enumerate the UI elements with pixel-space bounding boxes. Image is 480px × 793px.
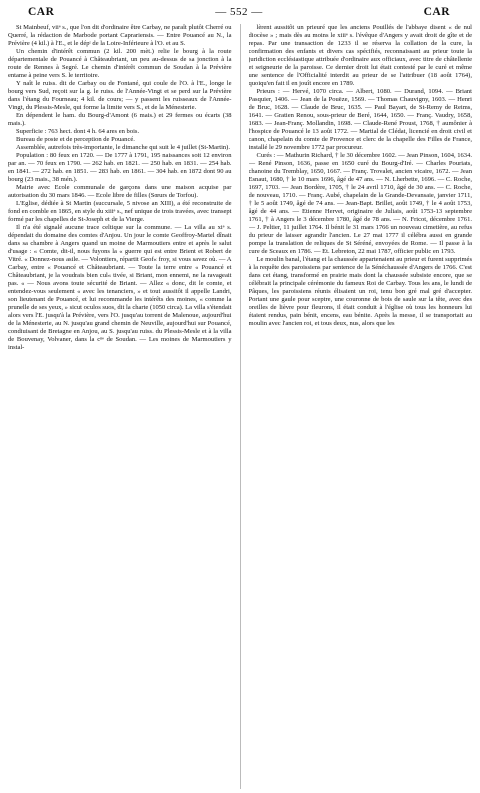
paragraph: Superficie : 763 hect. dont 4 h. 64 ares en bois. xyxy=(16,128,140,135)
paragraph: lèrent aussitôt un prieuré que les anciens Pouillés de l'abbaye disent « de nul diocèse » ; mais dès au moins le xiiiᵉ s. l'évêque d'Angers y avait droit de gîte et de repas. Par une transaction de 1233 il se réserva la collation de la cure, la confirmation des enfants et divers cas spécifiés, reconnaissant au prieur toute la juridiction ecclésiastique attribuée d'ordinaire aux officiaux, avec titre de châtellenie et seigneurie de la paroisse. Ce dernier droit lui était contesté par le curé et même une sentence de l'Officialité interdit au prieur de se l'attribuer (18 août 1764), quoiqu'en fait il en jouît encore en 1789. xyxy=(248,24,472,87)
left-column xyxy=(8,24,232,789)
header-right-word: CAR xyxy=(423,6,450,18)
paragraph: En dépendent le ham. du Bourg-d'Amont (6 mais.) et 29 fermes ou écarts (38 mais.). xyxy=(8,112,232,127)
paragraph: Prieurs : — Hervé, 1070 circa. — Albert, 1080. — Durand, 1094. — Briant Pasquier, 1406. — Jean de la Pouëze, 1569. — Thomas Chauvigny, 1603. — Henri de Bruc, 1628. — Claude de Bruc, 1635. — Paul Bayart, de St-Remy de Reims, 1641. — Gratien Renou, sous-prieur de Beré, 1644, 1650. — Franç. Vaudry, 1658, 1683. — Jean-Franç. Mollandin, 1698. — Claude-René Proust, 1768, † aumônier à l'hospice de Pouancé le 13 août 1772. — Martial de Clédat, licencié en droit civil et canon, chapelain du comte de Provence et clerc de la chapelle des Filles de France, installé le 29 novembre 1772 par procureur. xyxy=(248,88,472,151)
paragraph: Curés : — Mathurin Richard, † le 30 décembre 1602. — Jean Pinson, 1604, 1634. — René Pinson, 1636, passe en 1650 curé du Bourg-d'Iré. — Charles Pouriats, chanoine du Tremblay, 1650, 1667. — Franç. Trovalet, ancien vicaire, 1672. — Jean Esnaut, 1680, † le 10 mars 1696, âgé de 47 ans. — N. Lherbette, 1696. — C. Roche, 1697, 1703. — Jean Bordère, 1705, † le 24 avril 1710, âgé de 30 ans. — C. Roche, de nouveau, 1710. — Franç. Aubé, chapelain de la Grande-Devansaie, janvier 1711, † le 5 août 1749, âgé de 74 ans. — Jean-Bapt. Brillet, août 1749, † le 4 août 1753, âgé de 44 ans. — Etienne Hervet, originaire de Juliais, août 1753-13 septembre 1761, † à Angers le 3 décembre 1780, âgé de 78 ans. — N. Fricot, décembre 1761. — J. Peltier, 11 juillet 1764. Il bénit le 31 mars 1766 un nouveau cimetière, au refus du prieur de laisser agrandir l'ancien. Le 27 mai 1777 il célébra aussi en grande pompe la translation de reliques de St Séréné, envoyées de Rome. — Il passe à la cure de Sceaux en 1786. — Et. Lebreton, 22 mai 1787, officier public en 1793. xyxy=(248,152,472,255)
page-number: — 552 — xyxy=(215,6,263,18)
running-header xyxy=(8,6,472,22)
column-divider xyxy=(240,24,241,789)
paragraph: Assemblée, autrefois très-importante, le dimanche qui suit le 4 juillet (St-Martin). xyxy=(16,144,230,151)
two-column-body xyxy=(8,24,472,789)
paragraph: St Mainbeuf, viiᵉ s., que l'on dit d'ordinaire être Carbay, ne paraît plutôt Cherré ou Querré, la rédaction de Marbode portant Caprariensis. — Entre Pouancé au N., la Prévière (4 kil.) à l'E., et le dépᵗ de la Loire-Inférieure à l'O. et au S. xyxy=(8,24,232,47)
paragraph: Bureau de poste et de perception de Pouancé. xyxy=(16,136,135,143)
paragraph: Il n'a été signalé aucune trace celtique sur la commune. — La villa au xiᵉ s. dépendait du domaine des comtes d'Anjou. Un jour le comte Geoffroy-Martel dînait dans sa chambre à Angers quand un moine de Marmoutiers entre et après le salut d'usage : « Comte, dit-il, nous fuyons la « guerre qui est entre Brient et Robert de Vitré. « Donnez-nous asile. — Volontiers, répartit Geof« froy, si vous savez où. — A Carbay, entre « Pouancé et Châteaubriant. — Toute la terre entre « Pouancé et Châteaubriant, je la voudrais bien cul« tivée, si Briant, mon ennemi, ne la ravageait pas. « — Nous avons toute sécurité de Briant. — Allez « donc, dit le comte, et entendez-vous seulement « avec les tenanciers, » et tout aussitôt il appelle Landri, son lieutenant de Pouancé, et lui recommande les intérêts des moines, « comme la prunelle de ses yeux, » sicut oculos suos, dit la charte (1050 circa). La villa s'étendait alors vers l'E. jusqu'à la Prévière, vers l'O. jusqu'au torrent de Malenoue, aujourd'hui de la Ménesterie, au N. jusqu'au grand chemin de Neuville, aujourd'hui sur Pouancé, condiuisant de Bretagne en Anjou, au S. jusqu'au ruiss. du Plessis-Mesle et à la villa de Bouvenay, Volvaner, dans la cⁿᵉ de Soudan. — Les moines de Marmoutiers y instal- xyxy=(8,224,232,351)
paragraph: Y naît le ruiss. dit de Carbay ou de Fontané, qui coule de l'O. à l'E., longe le bourg vers Sud, reçoit sur la g. le ruiss. de l'Année-Vingt et se perd sur la Prévière dans l'étang du Fourneau; 4 kil. de cours; — y passent les ruisseaux de l'Année-Vingt, du Plessis-Mesle, qui forme la limite vers S., et de la Ménesterie. xyxy=(8,80,232,111)
paragraph: Le moulin banal, l'étang et la chaussée appartenaient au prieur et furent supprimés à la requête des paroissiens par sentence de la Sénéchaussée d'Angers de 1766. C'est dans cet étang, transformé en prairie mais dont la chaussée subsiste encore, que se célébrait la principale cérémonie du fameux Roi de Carbay. Tous les ans, le lundi de Pâques, les paroissiens réunis élisaient un roi, tenu bon gré mal gré d'accepter. Portant une gaule pour sceptre, une couronne de bois de saule sur la tête, avec des oreilles de lièvre pour fleurons, il était conduit à l'église où tous les honneurs lui étaient rendus, pain bénit, encens, eau bénite. Après la messe, il se transportait au moulin avec l'ancien roi, et tous deux, nus, alors que les xyxy=(248,256,472,327)
paragraph: Population : 80 feux en 1720. — De 1777 à 1791, 195 naissances soit 12 environ par an. — 70 feux en 1790. — 262 hab. en 1821. — 250 hab. en 1831. — 254 hab. en 1841. — 272 hab. en 1851. — 283 hab. en 1861. — 304 hab. en 1872 dont 90 au bourg (23 mais., 38 mén.). xyxy=(8,152,232,183)
right-column xyxy=(249,24,473,789)
paragraph: Mairie avec Ecole communale de garçons dans une maison acquise par autorisation du 30 mars 1846. — Ecole libre de filles (Sœurs de Torfou). xyxy=(8,184,232,199)
header-left-word: CAR xyxy=(28,6,55,18)
paragraph: L'Eglise, dédiée à St Martin (succursale, 5 nivose an XIII), a été reconstruite de fond en comble en 1865, en style du xiiiᵉ s., nef unique de trois travées, avec transept formé par les chapelles de St-Joseph et de la Vierge. xyxy=(8,200,232,223)
paragraph: Un chemin d'intérêt commun (2 kil. 200 mèt.) relie le bourg à la route départementale de Pouancé à Châteaubriant, un peu au-dessus de sa jonction à la route de Rennes à Segré. Le chemin d'intérêt commun de Soudan à la Prévière entame à peine vers S. le territoire. xyxy=(8,48,232,79)
